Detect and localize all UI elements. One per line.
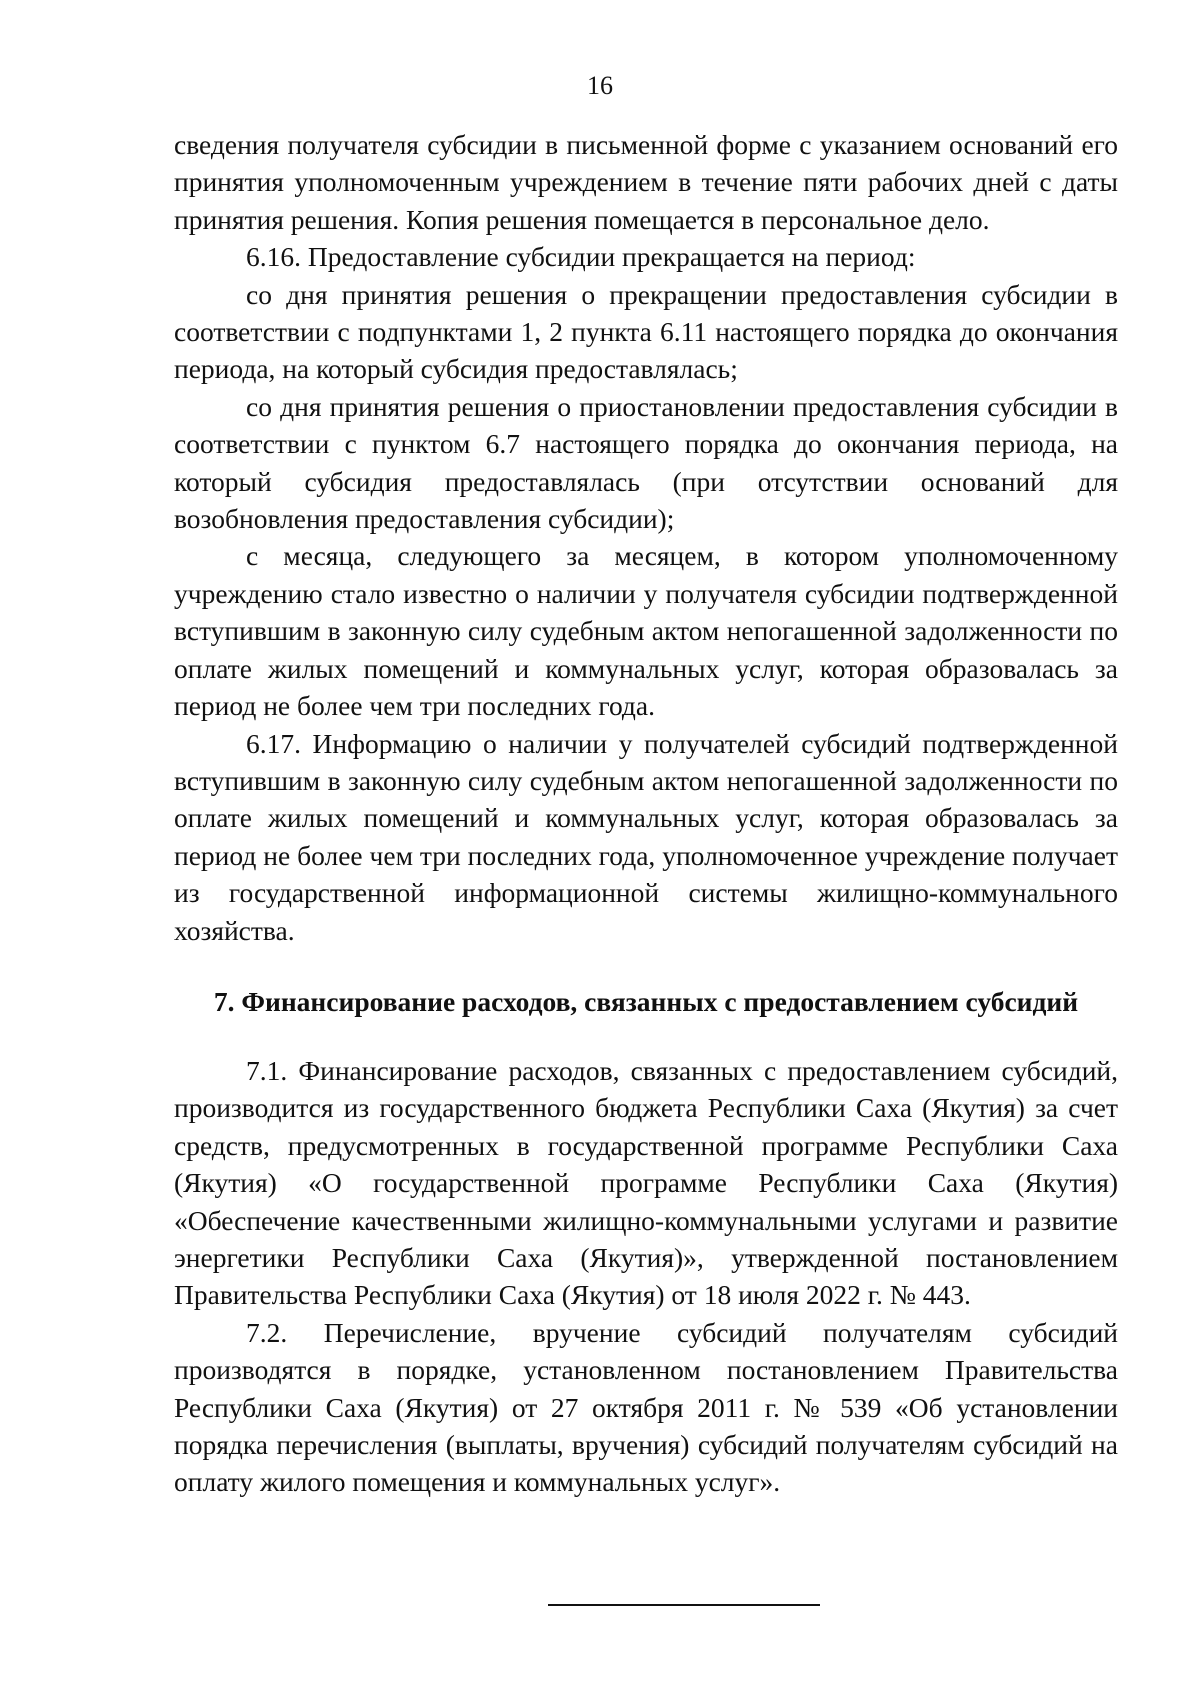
paragraph-continuation: сведения получателя субсидии в письменной форме с указанием оснований его принятия уполномоченным учреждением в течение пяти рабочих дней с даты принятия решения. Копия решения помещается в персональное дело. (174, 129, 1118, 235)
paragraph-termination-case-2: со дня принятия решения о приостановлении предоставления субсидии в соответствии с пунктом 6.7 настоящего порядка до окончания периода, на который субсидия предоставлялась (при отсутствии оснований для возобновления предоставления субсидии); (174, 390, 1118, 535)
paragraph-6-16: 6.16. Предоставление субсидии прекращается на период: (246, 241, 916, 273)
paragraph-7-1: 7.1. Финансирование расходов, связанных с предоставлением субсидий, производится из государственного бюджета Республики Саха (Якутия) за счет средств, предусмотренных в государственной программе Республики Саха (Якутия) «О государственной программе Республики Саха (Якутия) «Обеспечение качественными жилищно-коммунальными услугами и развитие энергетики Республики Саха (Якутия)», утвержденной постановлением Правительства Республики Саха (Якутия) от 18 июля 2022 г. № 443. (174, 1054, 1118, 1311)
section-heading: 7. Финансирование расходов, связанных с предоставлением субсидий (213, 985, 1079, 1017)
page-number: 16 (587, 71, 613, 100)
paragraph-7-2: 7.2. Перечисление, вручение субсидий получателям субсидий производятся в порядке, установленном постановлением Правительства Республики Саха (Якутия) от 27 октября 2011 г. № 539 «Об установлении порядка перечисления (выплаты, вручения) субсидий получателям субсидий на оплату жилого помещения и коммунальных услуг». (174, 1316, 1118, 1498)
document-body (174, 126, 1118, 1501)
paragraph-6-17: 6.17. Информацию о наличии у получателей субсидий подтвержденной вступившим в законную силу судебным актом непогашенной задолженности по оплате жилых помещений и коммунальных услуг, которая образовалась за период не более чем три последних года, уполномоченное учреждение получает из государственной информационной системы жилищно-коммунального хозяйства. (174, 727, 1118, 946)
end-divider-line (548, 1604, 820, 1606)
paragraph-termination-case-1: со дня принятия решения о прекращении предоставления субсидии в соответствии с подпунктами 1, 2 пункта 6.11 настоящего порядка до окончания периода, на который субсидия предоставлялась; (174, 278, 1118, 385)
paragraph-termination-case-3: с месяца, следующего за месяцем, в котором уполномоченному учреждению стало известно о наличии у получателя субсидии подтвержденной вступившим в законную силу судебным актом непогашенной задолженности по оплате жилых помещений и коммунальных услуг, которая образовалась за период не более чем три последних года. (174, 540, 1118, 722)
